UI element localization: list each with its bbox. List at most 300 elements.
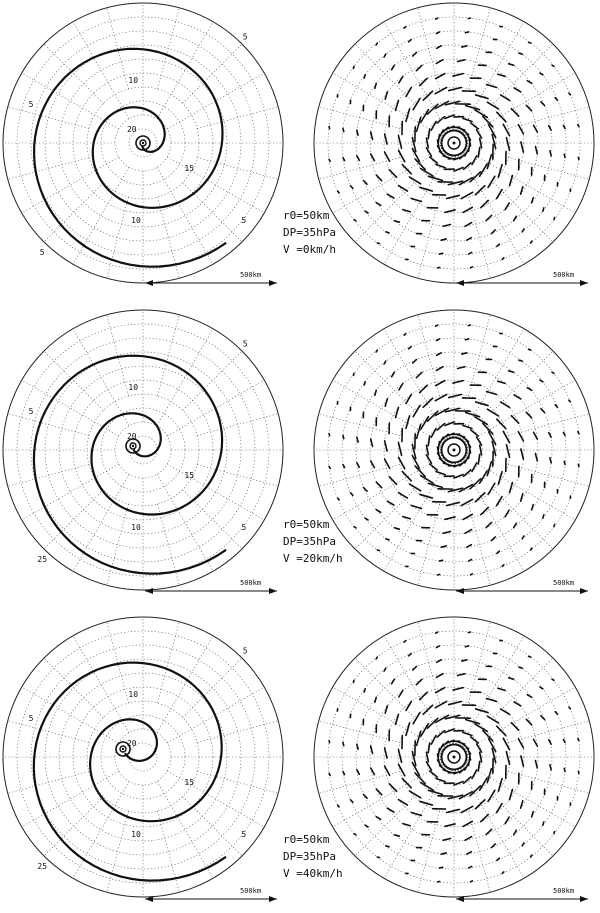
wind-vector (521, 142, 523, 152)
wind-vector (376, 789, 381, 795)
grid-spoke (468, 8, 490, 89)
vector-scale-label: 500km (553, 579, 575, 587)
wind-vector (510, 790, 513, 800)
grid-ring (115, 422, 171, 478)
wind-vector (353, 373, 354, 375)
wind-vector (543, 822, 544, 825)
grid-spoke (319, 414, 400, 436)
grid-spoke (468, 622, 490, 703)
wind-vector (402, 164, 411, 173)
wind-vector (343, 435, 344, 438)
grid-spoke (8, 721, 89, 743)
wind-vector (555, 98, 557, 100)
parameter-box-3 (283, 833, 343, 880)
wind-vector (497, 190, 502, 199)
wind-vector (389, 477, 396, 485)
wind-vector (470, 881, 472, 882)
grid-spoke (197, 721, 278, 743)
wind-vector (462, 46, 467, 47)
wind-vector (364, 382, 365, 385)
wind-vector (436, 164, 445, 167)
wind-vector (338, 191, 340, 193)
wind-vector (527, 81, 531, 84)
grid-spoke (355, 797, 414, 856)
wind-vector (404, 334, 406, 336)
wind-vector (385, 748, 387, 758)
wind-vector (343, 742, 344, 745)
grid-spoke (478, 464, 575, 520)
wind-vector (385, 399, 387, 406)
wind-vector (453, 74, 463, 76)
wind-vector (410, 484, 421, 491)
wind-vector (531, 241, 532, 243)
wind-vector (554, 218, 555, 220)
wind-vector (529, 656, 531, 657)
wind-vector (552, 679, 554, 680)
grid-spoke (197, 414, 278, 436)
wind-vector (540, 380, 543, 382)
wind-vector (578, 157, 579, 159)
wind-vector (476, 402, 488, 406)
wind-vector (365, 211, 368, 213)
wind-vector (476, 95, 488, 99)
grid-spoke (183, 797, 242, 856)
wind-vector (392, 65, 395, 69)
wind-vector (353, 66, 354, 68)
wind-vector (578, 771, 579, 773)
grid-spoke (478, 157, 575, 213)
row-2 (3, 310, 594, 594)
wind-vector (338, 805, 340, 807)
wind-vector (426, 445, 428, 455)
wind-vector (478, 454, 479, 464)
wind-vector (439, 560, 442, 561)
wind-vector (430, 771, 438, 777)
wind-vector (531, 855, 532, 857)
grid-spoke (418, 197, 440, 278)
grid-spoke (333, 771, 430, 827)
vector-scale-bar-3 (456, 887, 588, 902)
contour-label: 5 (241, 523, 247, 532)
wind-vector (426, 138, 428, 148)
wind-vector (519, 667, 522, 668)
grid-spoke (333, 73, 430, 129)
wind-vector (436, 18, 438, 19)
wind-vector (406, 109, 410, 121)
wind-vector (471, 430, 479, 436)
grid-spoke (468, 167, 524, 264)
wind-vector (384, 668, 386, 671)
wind-vector (563, 125, 565, 128)
wind-vector (445, 824, 455, 826)
wind-vector (498, 779, 502, 791)
wind-vector (329, 741, 330, 743)
wind-vector (514, 216, 517, 220)
wind-vector (564, 461, 565, 464)
wind-vector (469, 559, 472, 561)
wind-vector (438, 267, 440, 268)
wind-vector (387, 808, 394, 812)
grid-spoke (494, 797, 553, 856)
wind-vector (437, 660, 442, 662)
wind-vector (357, 156, 359, 161)
wind-vector (443, 838, 450, 840)
wind-vector (502, 258, 504, 260)
contour-label: 25 (37, 862, 48, 872)
wind-vector (514, 88, 521, 92)
wind-vector (475, 110, 487, 118)
wind-vector (436, 381, 445, 386)
contour-label: 10 (128, 383, 139, 392)
wind-vector (514, 523, 517, 527)
wind-vector (420, 187, 432, 191)
wind-vector (363, 181, 367, 185)
wind-vector (409, 654, 411, 656)
wind-vector (529, 349, 531, 350)
wind-vector (398, 750, 401, 763)
wind-vector (453, 688, 463, 690)
wind-vector (428, 743, 429, 753)
contour-label: 20 (126, 125, 137, 134)
wind-vector (376, 817, 380, 820)
wind-vector (428, 129, 429, 139)
wind-vector (438, 881, 440, 882)
param-pressure-drop: DP=35hPa (283, 226, 336, 239)
grid-spoke (107, 811, 129, 892)
wind-vector (329, 773, 330, 775)
wind-vector (488, 176, 495, 187)
wind-vector (398, 443, 401, 456)
wind-vector (439, 253, 442, 254)
contour-label: 5 (241, 216, 247, 225)
wind-vector (449, 87, 462, 90)
wind-vector (394, 221, 399, 222)
grid-spoke (22, 687, 119, 743)
wind-vector (503, 124, 509, 135)
wind-vector (468, 632, 470, 633)
wind-vector (409, 347, 411, 349)
wind-vector (376, 510, 380, 513)
wind-vector (497, 726, 506, 735)
wind-vector (527, 695, 531, 698)
wind-vector (441, 853, 446, 854)
grid-spoke (22, 380, 119, 436)
wind-vector (497, 112, 506, 121)
wind-vector (529, 42, 531, 43)
wind-vector (389, 170, 396, 178)
wind-vector (364, 689, 365, 692)
wind-vector (475, 417, 487, 425)
wind-vector (461, 499, 472, 505)
wind-vector (385, 441, 387, 451)
wind-vector (511, 416, 518, 424)
wind-vector (364, 75, 365, 78)
wind-vector (497, 244, 499, 246)
wind-vector (521, 756, 523, 766)
wind-vector (428, 176, 442, 180)
wind-vector (363, 795, 367, 799)
wind-vector (534, 432, 538, 439)
grid-spoke (157, 315, 179, 396)
wind-vector (475, 724, 487, 732)
wind-vector (376, 43, 377, 45)
wind-vector (487, 155, 491, 169)
wind-vector (578, 739, 579, 741)
grid-spoke (418, 811, 440, 892)
grid-spoke (8, 771, 89, 793)
wind-vector (476, 709, 488, 713)
wind-vector (463, 732, 472, 735)
wind-vector (463, 118, 472, 121)
wind-vector (480, 164, 488, 176)
wind-vector (398, 764, 404, 775)
wind-vector (376, 203, 380, 206)
wind-vector (487, 462, 491, 476)
wind-vector (503, 738, 509, 749)
wind-vector (521, 494, 523, 501)
vector-panel-2 (314, 310, 594, 590)
wind-vector (486, 522, 492, 527)
wind-vector (351, 186, 353, 188)
grid-ring (101, 408, 185, 492)
wind-vector (377, 243, 379, 244)
wind-vector (463, 425, 472, 428)
wind-vector (534, 125, 538, 132)
wind-vector (376, 350, 377, 352)
contour-label: 5 (242, 646, 248, 656)
wind-vector (430, 157, 438, 163)
wind-vector (389, 784, 396, 792)
wind-vector (462, 660, 467, 661)
wind-vector (526, 719, 531, 725)
wind-vector (384, 361, 386, 364)
wind-vector (480, 471, 488, 483)
wind-vector (470, 574, 472, 575)
wind-vector (420, 385, 428, 392)
wind-vector (458, 674, 465, 676)
wind-vector (376, 482, 381, 488)
wind-vector (487, 85, 497, 88)
wind-vector (498, 472, 502, 484)
wind-vector (445, 210, 455, 212)
wind-vector (519, 53, 522, 54)
wind-vector (554, 832, 555, 834)
contour-label: 15 (184, 471, 195, 481)
eye-center (453, 142, 456, 145)
wind-vector (343, 128, 344, 131)
wind-vector (357, 770, 359, 775)
wind-vector (403, 824, 410, 826)
wind-vector (406, 701, 411, 710)
wind-vector (413, 666, 417, 670)
wind-vector (549, 126, 551, 131)
wind-vector (449, 701, 462, 704)
wind-vector (488, 483, 495, 494)
wind-vector (472, 770, 477, 779)
wind-vector (357, 130, 358, 135)
grid-spoke (508, 157, 589, 179)
scale-label: 500km (240, 271, 262, 279)
wind-vector (353, 680, 354, 682)
param-radius: r0=50km (283, 518, 330, 531)
wind-vector (363, 488, 367, 492)
grid-spoke (355, 490, 414, 549)
grid-spoke (478, 771, 575, 827)
wind-vector (509, 371, 514, 372)
wind-vector (501, 709, 510, 714)
wind-vector (416, 679, 422, 684)
wind-vector (564, 154, 565, 157)
grid-spoke (355, 658, 414, 717)
wind-vector (535, 761, 537, 768)
wind-vector (437, 353, 442, 355)
wind-vector (471, 123, 479, 129)
wind-vector (394, 835, 399, 836)
wind-vector (487, 409, 498, 416)
vector-panel-1 (314, 3, 594, 283)
wind-vector (423, 705, 432, 714)
wind-vector (461, 806, 472, 812)
wind-vector (532, 812, 533, 817)
wind-vector (519, 360, 522, 361)
wind-vector (465, 837, 472, 841)
contour-panel-1 (3, 3, 283, 283)
grid-spoke (319, 107, 400, 129)
wind-vector (535, 147, 537, 154)
wind-vector (396, 100, 399, 110)
wind-vector (441, 546, 446, 547)
wind-vector (454, 474, 463, 478)
wind-vector (357, 744, 358, 749)
wind-vector (329, 434, 330, 436)
contour-label: 10 (131, 830, 141, 839)
wind-vector (555, 405, 557, 407)
contour-label: 10 (131, 523, 141, 532)
wind-vector (487, 392, 497, 395)
wind-vector (365, 825, 368, 827)
wind-vector (480, 752, 482, 762)
wind-vector (488, 790, 495, 801)
wind-vector (417, 424, 421, 438)
grid-spoke (384, 781, 440, 878)
grid-spoke (494, 351, 553, 410)
contour-label: 10 (131, 216, 141, 225)
wind-vector (436, 325, 438, 326)
scale-bar-3 (145, 887, 277, 902)
grid-spoke (8, 414, 89, 436)
wind-vector (469, 866, 472, 868)
wind-vector (423, 398, 432, 407)
wind-vector (461, 192, 472, 198)
wind-vector (403, 210, 410, 212)
wind-vector (578, 464, 579, 466)
grid-spoke (44, 351, 103, 410)
wind-vector (371, 132, 373, 139)
wind-vector (522, 536, 524, 539)
wind-vector (436, 688, 445, 693)
contour-label: 20 (126, 432, 137, 441)
grid-spoke (8, 464, 89, 486)
wind-vector (430, 464, 438, 470)
wind-vector (466, 106, 480, 110)
wind-vector (497, 419, 506, 428)
wind-vector (445, 422, 454, 426)
wind-vector (437, 46, 442, 48)
grid-spoke (384, 474, 440, 571)
wind-vector (436, 471, 445, 474)
wind-vector (428, 483, 442, 487)
wind-vector (443, 531, 450, 533)
wind-vector (521, 449, 523, 459)
wind-vector (377, 550, 379, 551)
wind-vector (506, 752, 509, 765)
wind-vector (417, 117, 421, 131)
wind-vector (468, 18, 470, 19)
wind-vector (420, 494, 432, 498)
grid-spoke (333, 464, 430, 520)
wind-vector (435, 394, 446, 400)
wind-vector (449, 394, 462, 397)
wind-vector (466, 413, 480, 417)
wind-vector (541, 102, 545, 106)
wind-vector (471, 737, 479, 743)
wind-vector (417, 731, 421, 745)
wind-vector (526, 412, 531, 418)
wind-vector (445, 729, 454, 733)
wind-vector (454, 167, 463, 171)
grid-spoke (333, 157, 430, 213)
wind-vector (522, 843, 524, 846)
wind-vector (413, 52, 417, 56)
wind-vector (354, 834, 356, 835)
wind-vector (375, 83, 376, 88)
grid-spoke (333, 687, 430, 743)
wind-vector (443, 224, 450, 226)
wind-vector (436, 632, 438, 633)
wind-vector (526, 105, 531, 111)
wind-vector (398, 457, 404, 468)
wind-vector (387, 501, 394, 505)
wind-vector (552, 65, 554, 66)
wind-vector (506, 445, 509, 458)
wind-vector (497, 551, 499, 553)
wind-vector (480, 138, 482, 148)
wind-vector (375, 390, 376, 395)
wind-vector (437, 117, 444, 123)
wind-vector (475, 186, 484, 195)
wind-vector (472, 156, 477, 165)
wind-vector (428, 436, 429, 446)
wind-vector (386, 846, 389, 847)
contour-label: 25 (37, 555, 48, 565)
contour-panel-2 (3, 310, 283, 590)
wind-vector (502, 565, 504, 567)
wind-vector (357, 437, 358, 442)
grid-spoke (8, 157, 89, 179)
wind-vector (465, 646, 468, 647)
wind-vector (423, 91, 432, 100)
grid-spoke (44, 44, 103, 103)
wind-vector (498, 381, 505, 383)
wind-vector (501, 402, 510, 407)
wind-vector (543, 208, 544, 211)
wind-vector (413, 359, 417, 363)
contour-label: 15 (184, 164, 195, 174)
wind-vector (436, 778, 445, 781)
wind-vector (475, 800, 484, 809)
wind-vector (569, 707, 571, 709)
wind-vector (435, 87, 446, 93)
